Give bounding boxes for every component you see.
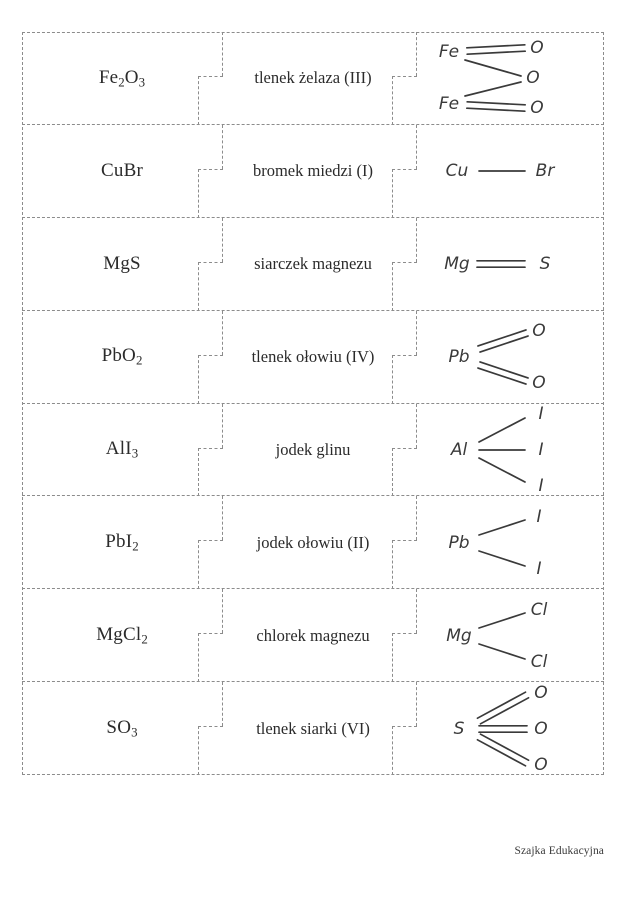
compound-name-text: tlenek siarki (VI) <box>256 718 370 738</box>
atom-label: I <box>538 475 544 496</box>
single-bond <box>479 458 525 482</box>
atom-label: Cl <box>530 651 548 672</box>
atom-label: I <box>538 439 544 460</box>
structural-formula-drawing <box>429 36 579 120</box>
atom-label: Fe <box>438 94 460 115</box>
atom-label: I <box>536 506 542 527</box>
compound-name-text: bromek miedzi (I) <box>252 161 374 181</box>
footer-credit: Szajka Edukacyjna <box>514 845 604 857</box>
atom-label: S <box>539 254 551 275</box>
single-bond <box>465 60 521 76</box>
double-bond <box>467 109 525 112</box>
single-bond <box>479 551 525 566</box>
table-row <box>22 496 604 589</box>
table-row <box>22 311 604 404</box>
atom-label: Pb <box>448 532 470 553</box>
cell-compound-name[interactable] <box>222 125 404 218</box>
compound-name-text: jodek ołowiu (II) <box>256 532 370 552</box>
cell-compound-name[interactable] <box>222 404 404 497</box>
cell-structural-formula[interactable] <box>404 311 604 404</box>
cell-compound-name[interactable] <box>222 311 404 404</box>
structural-formula-drawing <box>439 505 569 581</box>
atom-label: O <box>534 682 548 703</box>
cell-compound-name[interactable] <box>222 682 404 775</box>
cell-compound-name[interactable] <box>222 32 404 125</box>
chemical-formula-text: CuBr <box>101 160 143 182</box>
chemical-formula-text: MgS <box>103 253 141 275</box>
cell-compound-name[interactable] <box>222 496 404 589</box>
cell-structural-formula[interactable] <box>404 682 604 775</box>
double-bond <box>467 45 525 48</box>
atom-label: O <box>530 38 544 59</box>
cell-chemical-formula[interactable] <box>22 218 222 311</box>
cell-chemical-formula[interactable] <box>22 125 222 218</box>
cell-structural-formula[interactable] <box>404 589 604 682</box>
structural-formula-drawing <box>439 319 569 395</box>
double-bond <box>481 734 529 760</box>
atom-label: Al <box>450 439 468 460</box>
worksheet-table <box>22 32 604 775</box>
chemical-formula-text: $Fe_2O_3$ <box>98 66 146 90</box>
atom-label: O <box>532 373 546 394</box>
single-bond <box>479 520 525 535</box>
atom-label: Pb <box>448 347 470 368</box>
compound-name-text: jodek glinu <box>275 439 351 459</box>
structural-formula-drawing <box>439 244 569 284</box>
compound-name-text: tlenek ołowiu (IV) <box>251 347 375 367</box>
structural-formula-drawing <box>439 402 569 498</box>
cell-chemical-formula[interactable] <box>22 589 222 682</box>
atom-label: Mg <box>444 254 470 275</box>
double-bond <box>467 102 525 105</box>
double-bond <box>478 368 526 384</box>
cell-compound-name[interactable] <box>222 589 404 682</box>
chemical-formula-text: MgCl$_2$ <box>96 623 148 647</box>
atom-label: Cu <box>445 161 469 182</box>
double-bond <box>477 739 525 765</box>
compound-name-text: chlorek magnezu <box>256 625 370 645</box>
double-bond <box>480 336 528 352</box>
double-bond <box>477 692 525 718</box>
atom-label: S <box>453 718 465 739</box>
chemical-formula-text: PbI$_2$ <box>105 531 139 554</box>
cell-structural-formula[interactable] <box>404 404 604 497</box>
table-row <box>22 682 604 775</box>
cell-structural-formula[interactable] <box>404 218 604 311</box>
chemical-formula-text: $SO_3$ <box>106 716 138 740</box>
cell-structural-formula[interactable] <box>404 32 604 125</box>
atom-label: I <box>538 403 544 424</box>
double-bond <box>478 330 526 346</box>
double-bond <box>467 52 525 55</box>
single-bond <box>479 418 525 442</box>
table-row <box>22 404 604 497</box>
single-bond <box>465 82 521 96</box>
table-row <box>22 32 604 125</box>
atom-label: Fe <box>438 42 460 63</box>
cell-structural-formula[interactable] <box>404 125 604 218</box>
atom-label: O <box>534 754 548 775</box>
cell-structural-formula[interactable] <box>404 496 604 589</box>
atom-label: O <box>526 68 540 89</box>
structural-formula-drawing <box>439 151 569 191</box>
double-bond <box>481 697 529 723</box>
cell-compound-name[interactable] <box>222 218 404 311</box>
compound-name-text: siarczek magnezu <box>254 254 372 274</box>
atom-label: O <box>530 98 544 119</box>
cell-chemical-formula[interactable] <box>22 404 222 497</box>
table-row <box>22 589 604 682</box>
atom-label: Mg <box>446 625 472 646</box>
chemical-formula-text: PbO$_2$ <box>101 345 143 368</box>
cell-chemical-formula[interactable] <box>22 496 222 589</box>
atom-label: I <box>536 558 542 579</box>
chemical-formula-text: AlI$_3$ <box>105 438 139 461</box>
table-row <box>22 125 604 218</box>
table-row <box>22 218 604 311</box>
atom-label: Cl <box>530 599 548 620</box>
single-bond <box>479 644 525 659</box>
atom-label: O <box>534 718 548 739</box>
double-bond <box>480 362 528 378</box>
cell-chemical-formula[interactable] <box>22 682 222 775</box>
atom-label: Br <box>535 161 555 182</box>
structural-formula-drawing <box>439 598 569 674</box>
cell-chemical-formula[interactable] <box>22 32 222 125</box>
single-bond <box>479 613 525 628</box>
structural-formula-drawing <box>439 681 569 777</box>
cell-chemical-formula[interactable] <box>22 311 222 404</box>
compound-name-text: tlenek żelaza (III) <box>254 68 372 88</box>
atom-label: O <box>532 321 546 342</box>
